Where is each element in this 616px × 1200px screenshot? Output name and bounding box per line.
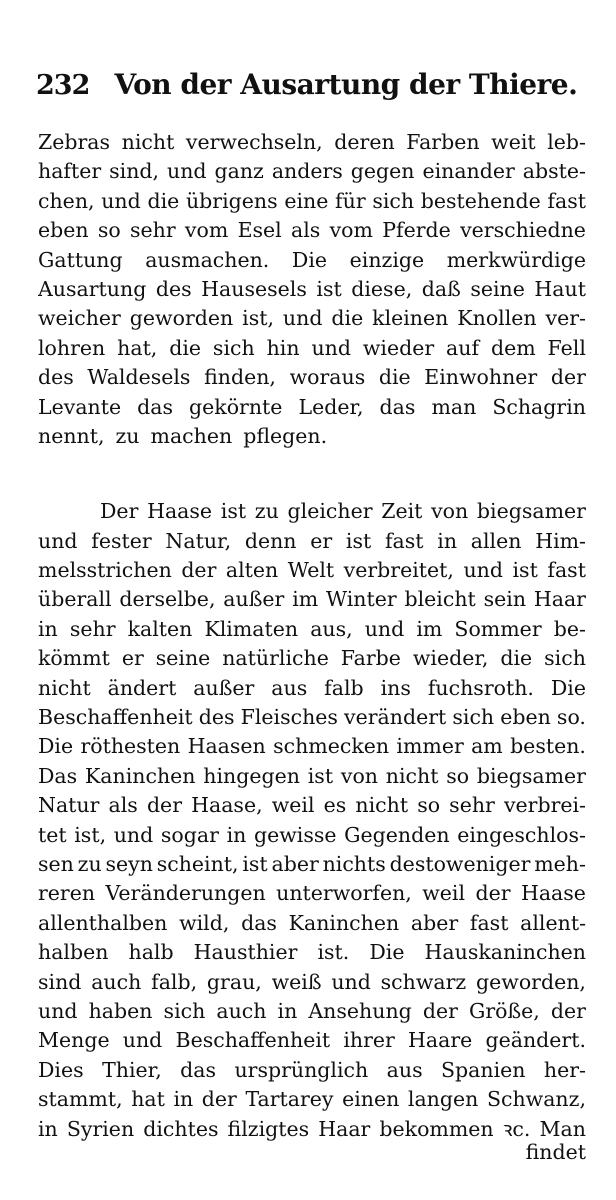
paragraph-gap bbox=[38, 451, 586, 497]
text-line: Das Kaninchen hingegen ist von nicht so biegsamer bbox=[38, 763, 586, 788]
text-line: allenthalben wild, das Kaninchen aber fast allent- bbox=[38, 910, 586, 935]
text-line: melsstrichen der alten Welt verbreitet, und ist fast bbox=[38, 558, 586, 583]
body-text bbox=[38, 128, 586, 1144]
paragraph bbox=[38, 128, 586, 451]
text-line: hafter sind, und ganz anders gegen einander abste- bbox=[38, 159, 586, 184]
text-line: Natur als der Haase, weil es nicht so sehr verbrei- bbox=[38, 793, 586, 818]
text-line: sind auch falb, grau, weiß und schwarz geworden, bbox=[38, 969, 586, 994]
text-line: überall derselbe, außer im Winter bleicht sein Haar bbox=[38, 587, 586, 612]
text-line: Ausartung des Hausesels ist diese, daß seine Haut bbox=[38, 276, 586, 301]
text-line: reren Veränderungen unterworfen, weil der Haase bbox=[38, 881, 586, 906]
running-title: Von der Ausartung der Thiere. bbox=[114, 68, 578, 101]
text-line: in Syrien dichtes filzigtes Haar bekommen ꝛc. Man bbox=[38, 1116, 586, 1141]
text-line: sen zu seyn scheint, ist aber nichts destoweniger meh- bbox=[38, 851, 586, 876]
text-line: Levante das gekörnte Leder, das man Schagrin bbox=[38, 394, 586, 419]
text-line: tet ist, und sogar in gewisse Gegenden eingeschlos- bbox=[38, 822, 586, 847]
text-line: chen, und die übrigens eine für sich bestehende fast bbox=[38, 188, 586, 213]
text-line: Dies Thier, das ursprünglich aus Spanien her- bbox=[38, 1057, 586, 1082]
text-line: des Waldesels finden, woraus die Einwohner der bbox=[38, 365, 586, 390]
text-line: lohren hat, die sich hin und wieder auf dem Fell bbox=[38, 335, 586, 360]
page-header bbox=[36, 68, 596, 112]
text-line: Zebras nicht verwechseln, deren Farben weit leb- bbox=[38, 130, 586, 154]
text-line: und fester Natur, denn er ist fast in allen Him- bbox=[38, 528, 586, 553]
catchword: findet bbox=[525, 1140, 586, 1164]
text-line: Menge und Beschaffenheit ihrer Haare geändert. bbox=[38, 1028, 586, 1053]
text-line: Beschaffenheit des Fleisches verändert sich eben so. bbox=[38, 705, 586, 730]
text-line: stammt, hat in der Tartarey einen langen Schwanz, bbox=[38, 1087, 586, 1112]
text-line: in sehr kalten Klimaten aus, und im Sommer be- bbox=[38, 616, 586, 641]
text-line: Der Haase ist zu gleicher Zeit von biegsamer bbox=[100, 499, 586, 524]
text-line: weicher geworden ist, und die kleinen Knollen ver- bbox=[38, 306, 586, 331]
text-line: Die röthesten Haasen schmecken immer am besten. bbox=[38, 734, 586, 759]
text-line: nennt, zu machen pflegen. bbox=[38, 423, 328, 448]
text-line: und haben sich auch in Ansehung der Größe, der bbox=[38, 998, 586, 1023]
paragraph bbox=[38, 497, 586, 1144]
text-line: nicht ändert außer aus falb ins fuchsroth. Die bbox=[38, 675, 586, 700]
page-number: 232 bbox=[36, 70, 90, 101]
text-line: Gattung ausmachen. Die einzige merkwürdige bbox=[38, 247, 586, 272]
text-line: eben so sehr vom Esel als vom Pferde verschiedne bbox=[38, 218, 586, 243]
text-line: halben halb Hausthier ist. Die Hauskaninchen bbox=[38, 940, 586, 965]
text-line: kömmt er seine natürliche Farbe wieder, die sich bbox=[38, 646, 586, 671]
